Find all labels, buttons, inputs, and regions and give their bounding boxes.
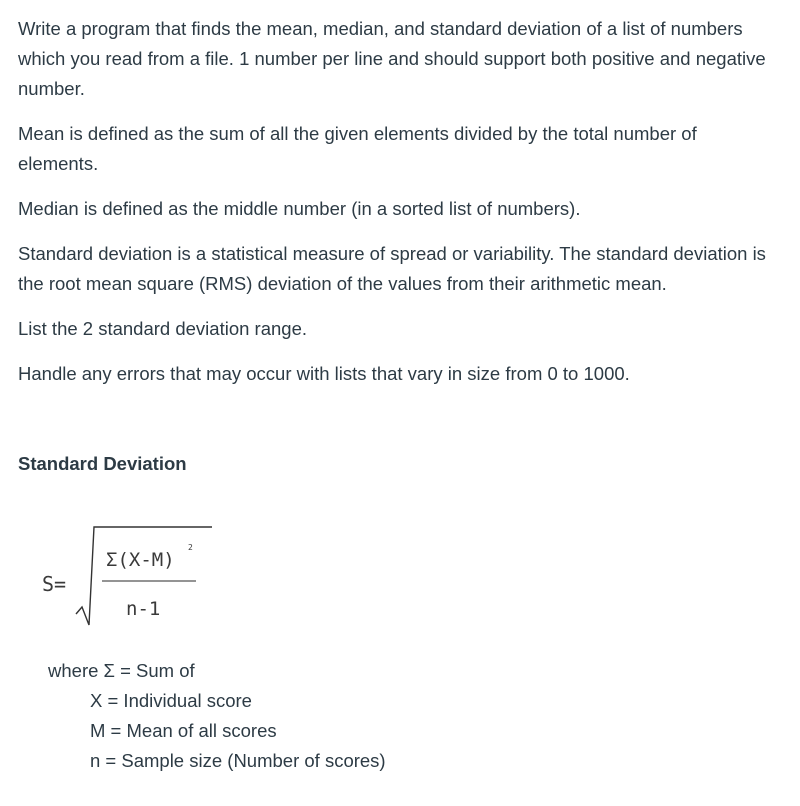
formula-denominator: n-1 [126,598,161,620]
range-line: List the 2 standard deviation range. [18,318,307,339]
intro-paragraph [18,14,766,104]
intro-line-3: number. [18,78,85,99]
legend-line-4: n = Sample size (Number of scores) [90,750,386,771]
formula-exponent: 2 [188,543,193,552]
range-paragraph [18,314,307,344]
formula-lhs: S= [42,572,67,596]
mean-paragraph [18,119,697,179]
median-line: Median is defined as the middle number (in a sorted list of numbers). [18,198,581,219]
mean-line-1: Mean is defined as the sum of all the given elements divided by the total number of [18,123,697,144]
legend-line-2: X = Individual score [90,690,252,711]
intro-line-1: Write a program that finds the mean, median, and standard deviation of a list of numbers [18,18,743,39]
std-paragraph [18,239,766,299]
mean-line-2: elements. [18,153,99,174]
std-formula-svg [16,515,212,640]
median-paragraph [18,194,580,224]
legend-line-3: M = Mean of all scores [90,720,277,741]
errors-line: Handle any errors that may occur with lists that vary in size from 0 to 1000. [18,363,630,384]
std-formula-image [16,515,212,640]
intro-line-2: which you read from a file. 1 number per line and should support both positive and negative [18,48,766,69]
formula-numerator: Σ(X-M) [106,549,175,571]
legend-line-1: where Σ = Sum of [48,660,195,681]
std-line-1: Standard deviation is a statistical measure of spread or variability. The standard deviation is [18,243,766,264]
section-heading: Standard Deviation [18,453,187,474]
errors-paragraph [18,359,630,389]
std-line-2: the root mean square (RMS) deviation of the values from their arithmetic mean. [18,273,667,294]
